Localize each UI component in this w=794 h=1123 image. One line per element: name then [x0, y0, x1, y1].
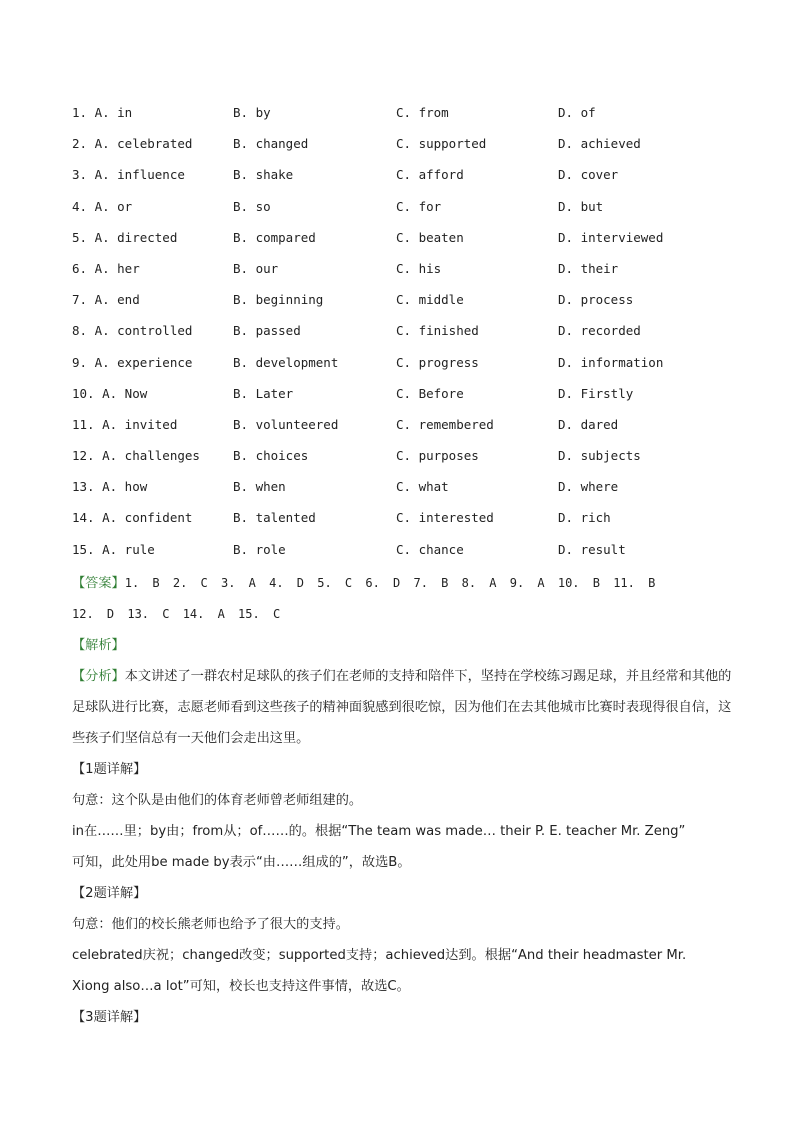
- option-a: 3. A. influence: [72, 167, 185, 183]
- answer-values-2: 12. D 13. C 14. A 15. C: [72, 607, 281, 621]
- option-a: 4. A. or: [72, 198, 133, 214]
- option-c: C. from: [396, 105, 449, 120]
- q1-explain-2: 可知，此处用be made by表示“由……组成的”，故选B。: [72, 855, 411, 870]
- option-c: C. what: [396, 479, 449, 495]
- option-b: B. by: [233, 105, 271, 120]
- option-c: C. finished: [396, 323, 479, 339]
- option-a: 13. A. how: [72, 479, 148, 495]
- option-a: 6. A. her: [72, 260, 140, 276]
- question-row: [72, 196, 752, 227]
- question-row: [72, 414, 752, 445]
- option-d: D. cover: [558, 167, 619, 183]
- question-row: [72, 227, 752, 258]
- option-b: B. role: [233, 541, 286, 557]
- question-row: [72, 102, 752, 133]
- option-c: C. Before: [396, 385, 464, 401]
- option-b: B. development: [233, 354, 339, 370]
- option-d: D. Firstly: [558, 385, 634, 401]
- question-row: [72, 507, 752, 538]
- option-a: 14. A. confident: [72, 510, 193, 526]
- option-b: B. talented: [233, 510, 316, 526]
- option-b: B. so: [233, 198, 271, 214]
- question-options: [72, 102, 752, 570]
- option-b: B. Later: [233, 385, 294, 401]
- option-d: D. process: [558, 292, 634, 308]
- answer-line-1: [72, 568, 732, 599]
- option-b: B. passed: [233, 323, 301, 339]
- option-c: C. his: [396, 260, 442, 276]
- q3-title: 【3题详解】: [72, 1010, 147, 1025]
- option-b: B. beginning: [233, 292, 324, 308]
- option-b: B. our: [233, 260, 279, 276]
- option-d: D. result: [558, 541, 626, 557]
- option-d: D. rich: [558, 510, 611, 526]
- q2-sentence: 句意：他们的校长熊老师也给予了很大的支持。: [72, 917, 349, 932]
- question-row: [72, 289, 752, 320]
- q1-title: 【1题详解】: [72, 762, 147, 777]
- answer-section: [72, 568, 732, 1033]
- question-row: [72, 258, 752, 289]
- question-row: [72, 352, 752, 383]
- q1-explain-1: in在……里；by由；from从；of……的。根据“The team was made… their P. E. teacher Mr. Zeng”: [72, 824, 686, 839]
- option-d: D. but: [558, 198, 604, 214]
- option-b: B. compared: [233, 229, 316, 245]
- option-c: C. chance: [396, 541, 464, 557]
- answer-values-1: 1. B 2. C 3. A 4. D 5. C 6. D 7. B 8. A 9. A 10. B 11. B: [124, 576, 656, 590]
- option-c: C. remembered: [396, 416, 494, 432]
- question-row: [72, 445, 752, 476]
- question-row: [72, 320, 752, 351]
- option-d: D. where: [558, 479, 619, 495]
- question-row: [72, 164, 752, 195]
- option-a: 8. A. controlled: [72, 323, 193, 339]
- option-b: B. shake: [233, 167, 294, 183]
- option-a: 7. A. end: [72, 292, 140, 308]
- analysis-text: 本文讲述了一群农村足球队的孩子们在老师的支持和陪伴下，坚持在学校练习踢足球，并且经常和其他的足球队进行比赛，志愿老师看到这些孩子的精神面貌感到很吃惊，因为他们在去其他城市比赛时表现得很自信，这些孩子们坚信总有一天他们会走出这里。: [72, 669, 732, 746]
- option-d: D. recorded: [558, 323, 641, 339]
- option-b: B. when: [233, 479, 286, 495]
- analysis-sub-label: 【分析】: [72, 669, 125, 684]
- question-row: [72, 539, 752, 570]
- answer-line-2: [72, 599, 732, 630]
- option-a: 5. A. directed: [72, 229, 178, 245]
- option-a: 1. A. in: [72, 105, 133, 120]
- option-c: C. beaten: [396, 229, 464, 245]
- question-row: [72, 133, 752, 164]
- analysis-label: 【解析】: [72, 638, 125, 653]
- option-c: C. purposes: [396, 448, 479, 464]
- option-a: 9. A. experience: [72, 354, 193, 370]
- question-row: [72, 383, 752, 414]
- option-a: 11. A. invited: [72, 416, 178, 432]
- option-b: B. changed: [233, 136, 309, 152]
- option-c: C. progress: [396, 354, 479, 370]
- option-c: C. middle: [396, 292, 464, 308]
- answer-label: 【答案】: [72, 576, 125, 591]
- option-d: D. interviewed: [558, 229, 664, 245]
- option-d: D. dared: [558, 416, 619, 432]
- q2-explain-2: Xiong also…a lot”可知，校长也支持这件事情，故选C。: [72, 979, 410, 994]
- option-c: C. supported: [396, 136, 487, 152]
- option-a: 15. A. rule: [72, 541, 155, 557]
- q1-sentence: 句意：这个队是由他们的体育老师曾老师组建的。: [72, 793, 363, 808]
- option-d: D. information: [558, 354, 664, 370]
- option-b: B. volunteered: [233, 416, 339, 432]
- option-d: D. of: [558, 105, 596, 120]
- option-d: D. their: [558, 260, 619, 276]
- option-a: 2. A. celebrated: [72, 136, 193, 152]
- option-a: 12. A. challenges: [72, 448, 200, 464]
- analysis-paragraph: [72, 661, 732, 754]
- q2-title: 【2题详解】: [72, 886, 147, 901]
- option-c: C. for: [396, 198, 442, 214]
- option-c: C. afford: [396, 167, 464, 183]
- option-c: C. interested: [396, 510, 494, 526]
- q2-explain-1: celebrated庆祝；changed改变；supported支持；achieved达到。根据“And their headmaster Mr.: [72, 948, 687, 963]
- question-row: [72, 476, 752, 507]
- option-b: B. choices: [233, 448, 309, 464]
- option-a: 10. A. Now: [72, 385, 148, 401]
- option-d: D. achieved: [558, 136, 641, 152]
- option-d: D. subjects: [558, 448, 641, 464]
